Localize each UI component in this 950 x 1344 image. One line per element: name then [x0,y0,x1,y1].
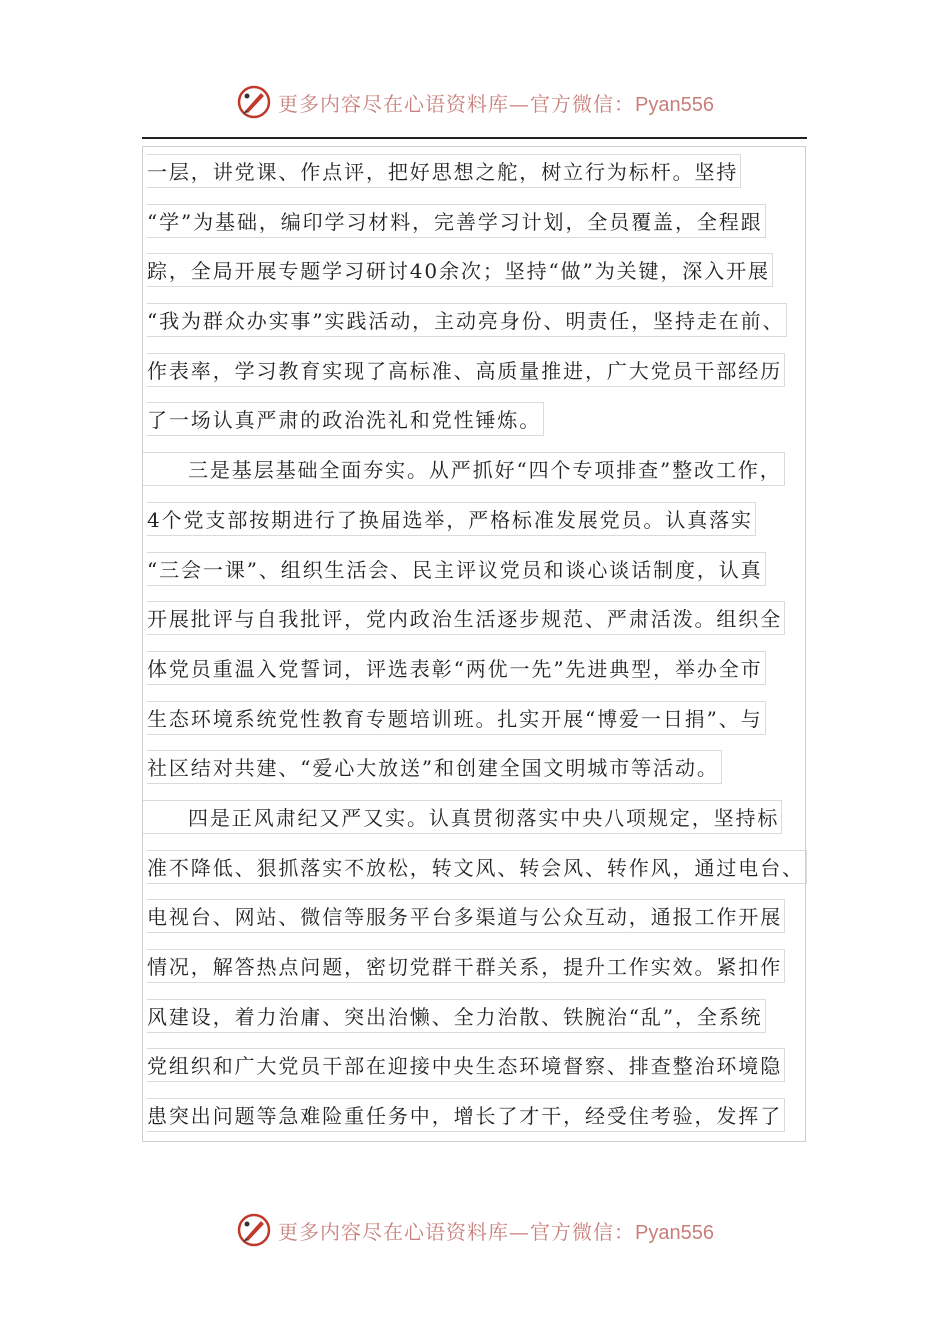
text-line [147,701,827,751]
text-line-content: 社区结对共建、“爱心大放送”和创建全国文明城市等活动。 [147,750,722,784]
header-banner-text: 更多内容尽在心语资料库—官方微信：Pyan556 [278,91,714,116]
text-line [147,154,827,204]
text-line [147,452,827,502]
text-line [147,552,827,602]
text-line-content: 作表率，学习教育实现了高标准、高质量推进，广大党员干部经历 [147,353,785,387]
header-divider [142,137,807,139]
text-line [147,850,827,900]
text-line [147,800,827,850]
text-line-content: 党组织和广大党员干部在迎接中央生态环境督察、排查整治环境隐 [147,1048,785,1082]
header-banner [0,82,950,122]
text-line-content: 电视台、网站、微信等服务平台多渠道与公众互动，通报工作开展 [147,899,785,933]
text-line [147,353,827,403]
footer-banner-text: 更多内容尽在心语资料库—官方微信：Pyan556 [278,1219,714,1244]
text-line [147,601,827,651]
text-line [147,402,827,452]
text-line-content: 4个党支部按期进行了换届选举，严格标准发展党员。认真落实 [147,502,756,536]
text-line-content: 体党员重温入党誓词，评选表彰“两优一先”先进典型，举办全市 [147,651,766,685]
text-line-content: “三会一课”、组织生活会、民主评议党员和谈心谈话制度，认真 [147,552,766,586]
quill-pen-icon [236,84,272,120]
text-line-content: 了一场认真严肃的政治洗礼和党性锤炼。 [147,402,544,436]
text-line-content: 踪，全局开展专题学习研讨40余次；坚持“做”为关键，深入开展 [147,253,773,287]
header-wechat-id: Pyan556 [635,93,714,116]
text-line-content: 风建设，着力治庸、突出治懒、全力治散、铁腕治“乱”，全系统 [147,999,766,1033]
text-line-content: 情况，解答热点问题，密切党群干群关系，提升工作实效。紧扣作 [147,949,785,983]
text-line [147,502,827,552]
text-line-content: 准不降低、狠抓落实不放松，转文风、转会风、转作风，通过电台、 [147,850,807,884]
text-line [147,999,827,1049]
text-line [147,899,827,949]
text-line [147,1048,827,1098]
document-body [147,154,827,1148]
text-line-content: 一层，讲党课、作点评，把好思想之舵，树立行为标杆。坚持 [147,154,741,188]
text-line [147,651,827,701]
text-line-content: 开展批评与自我批评，党内政治生活逐步规范、严肃活泼。组织全 [147,601,785,635]
text-line [147,1098,827,1148]
text-line-content: 四是正风肃纪又严又实。认真贯彻落实中央八项规定，坚持标 [143,800,782,834]
footer-banner [0,1210,950,1250]
text-line [147,949,827,999]
text-line-content: 三是基层基础全面夯实。从严抓好“四个专项排查”整改工作， [143,452,785,486]
text-line-content: 患突出问题等急难险重任务中，增长了才干，经受住考验，发挥了 [147,1098,785,1132]
footer-wechat-id: Pyan556 [635,1221,714,1244]
text-line [147,750,827,800]
quill-pen-icon [236,1212,272,1248]
text-line [147,204,827,254]
text-line [147,253,827,303]
text-line [147,303,827,353]
text-line-content: 生态环境系统党性教育专题培训班。扎实开展“博爱一日捐”、与 [147,701,766,735]
text-line-content: “学”为基础，编印学习材料，完善学习计划，全员覆盖，全程跟 [147,204,766,238]
text-line-content: “我为群众办实事”实践活动，主动亮身份、明责任，坚持走在前、 [147,303,787,337]
